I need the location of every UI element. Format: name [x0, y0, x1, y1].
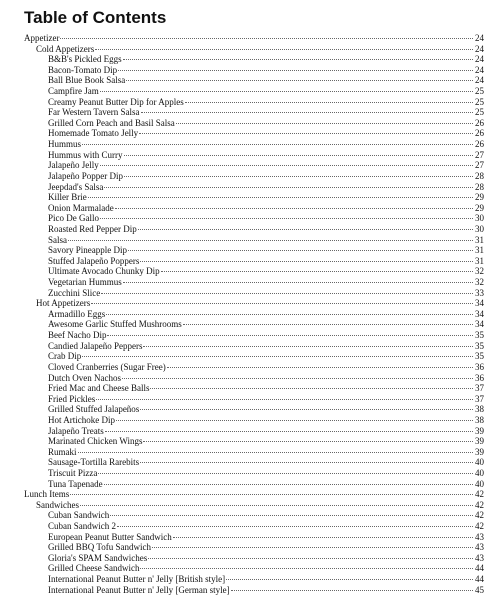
- toc-entry-title: Fried Pickles: [48, 393, 96, 404]
- dot-leader: [124, 176, 473, 177]
- toc-page-number: 29: [475, 202, 484, 213]
- toc-entry[interactable]: [24, 118, 484, 129]
- toc-entry-title: Grilled Stuffed Jalapeños: [48, 404, 140, 415]
- toc-entry[interactable]: [24, 532, 484, 543]
- toc-entry[interactable]: [24, 54, 484, 65]
- dot-leader: [117, 526, 473, 527]
- dot-leader: [140, 409, 473, 410]
- toc-entry[interactable]: [24, 542, 484, 553]
- toc-entry-title: Pico De Gallo: [48, 213, 99, 224]
- toc-entry[interactable]: [24, 319, 484, 330]
- toc-page-number: 36: [475, 372, 484, 383]
- toc-subsection[interactable]: [24, 500, 484, 511]
- dot-leader: [231, 590, 473, 591]
- toc-entry-title: Hummus with Curry: [48, 149, 123, 160]
- dot-leader: [226, 579, 473, 580]
- toc-entry-title: International Peanut Butter n' Jelly [British style]: [48, 574, 226, 585]
- toc-entry[interactable]: [24, 341, 484, 352]
- toc-page-number: 26: [475, 117, 484, 128]
- toc-page-number: 24: [475, 43, 484, 54]
- toc-entry[interactable]: [24, 160, 484, 171]
- toc-entry-title: Gloria's SPAM Sandwiches: [48, 552, 148, 563]
- toc-entry[interactable]: [24, 351, 484, 362]
- toc-page-number: 42: [475, 510, 484, 521]
- toc-entry-title: Awesome Garlic Stuffed Mushrooms: [48, 319, 182, 330]
- toc-entry[interactable]: [24, 224, 484, 235]
- toc-entry-title: Ultimate Avocado Chunky Dip: [48, 266, 160, 277]
- toc-page-number: 26: [475, 128, 484, 139]
- toc-page-number: 43: [475, 531, 484, 542]
- toc-entry-title: Lunch Items: [24, 489, 70, 500]
- dot-leader: [110, 515, 473, 516]
- toc-entry-title: Marinated Chicken Wings: [48, 436, 143, 447]
- toc-section[interactable]: [24, 489, 484, 500]
- dot-leader: [143, 346, 473, 347]
- toc-entry[interactable]: [24, 182, 484, 193]
- dot-leader: [70, 494, 473, 495]
- toc-entry[interactable]: [24, 75, 484, 86]
- toc-entry[interactable]: [24, 86, 484, 97]
- toc-entry[interactable]: [24, 65, 484, 76]
- table-of-contents: [24, 33, 484, 595]
- dot-leader: [100, 165, 473, 166]
- dot-leader: [101, 293, 473, 294]
- toc-subsection[interactable]: [24, 44, 484, 55]
- toc-entry-title: Fried Mac and Cheese Balls: [48, 383, 150, 394]
- toc-page-number: 24: [475, 54, 484, 65]
- toc-page-number: 30: [475, 213, 484, 224]
- toc-page-number: 35: [475, 330, 484, 341]
- toc-entry-title: Appetizer: [24, 33, 60, 43]
- toc-page-number: 40: [475, 457, 484, 468]
- toc-page-number: 35: [475, 351, 484, 362]
- dot-leader: [82, 144, 473, 145]
- toc-page-number: 24: [475, 75, 484, 86]
- toc-entry-title: Beef Nacho Dip: [48, 330, 107, 341]
- toc-entry[interactable]: [24, 457, 484, 468]
- dot-leader: [107, 335, 473, 336]
- toc-entry[interactable]: [24, 330, 484, 341]
- toc-entry-title: Cloved Cranberries (Sugar Free): [48, 361, 166, 372]
- toc-page-number: 31: [475, 255, 484, 266]
- dot-leader: [123, 282, 473, 283]
- toc-entry[interactable]: [24, 235, 484, 246]
- dot-leader: [148, 558, 473, 559]
- toc-page-number: 24: [475, 33, 484, 43]
- dot-leader: [95, 49, 473, 50]
- toc-entry-title: Savory Pineapple Dip: [48, 245, 127, 256]
- toc-entry[interactable]: [24, 213, 484, 224]
- toc-page-number: 36: [475, 361, 484, 372]
- toc-entry[interactable]: [24, 128, 484, 139]
- toc-page-number: 34: [475, 319, 484, 330]
- toc-entry-title: Far Western Tavern Salsa: [48, 107, 140, 118]
- dot-leader: [104, 187, 473, 188]
- toc-entry-title: Stuffed Jalapeño Poppers: [48, 255, 140, 266]
- toc-entry[interactable]: [24, 245, 484, 256]
- toc-entry[interactable]: [24, 139, 484, 150]
- dot-leader: [105, 431, 473, 432]
- toc-page-number: 39: [475, 425, 484, 436]
- toc-page-number: 26: [475, 139, 484, 150]
- toc-entry-title: Homemade Tomato Jelly: [48, 128, 139, 139]
- dot-leader: [152, 547, 473, 548]
- toc-page-number: 34: [475, 298, 484, 309]
- dot-leader: [82, 356, 473, 357]
- toc-page-number: 42: [475, 521, 484, 532]
- toc-entry-title: Cuban Sandwich 2: [48, 521, 116, 532]
- toc-page-number: 28: [475, 170, 484, 181]
- toc-entry-title: Jalapeño Treats: [48, 425, 104, 436]
- dot-leader: [167, 367, 473, 368]
- dot-leader: [106, 314, 473, 315]
- toc-entry[interactable]: [24, 203, 484, 214]
- toc-entry[interactable]: [24, 107, 484, 118]
- toc-entry[interactable]: [24, 394, 484, 405]
- dot-leader: [138, 229, 473, 230]
- toc-entry-title: Onion Marmalade: [48, 202, 114, 213]
- dot-leader: [118, 70, 473, 71]
- dot-leader: [143, 441, 473, 442]
- dot-leader: [140, 568, 473, 569]
- toc-page-number: 32: [475, 277, 484, 288]
- dot-leader: [176, 123, 473, 124]
- toc-entry[interactable]: [24, 426, 484, 437]
- dot-leader: [98, 473, 473, 474]
- toc-entry[interactable]: [24, 171, 484, 182]
- toc-entry-title: Sandwiches: [36, 499, 79, 510]
- toc-page-number: 25: [475, 107, 484, 118]
- toc-page-number: 42: [475, 499, 484, 510]
- toc-entry-title: Armadillo Eggs: [48, 308, 106, 319]
- dot-leader: [88, 197, 473, 198]
- toc-page-number: 39: [475, 436, 484, 447]
- toc-entry-title: Hot Artichoke Dip: [48, 414, 115, 425]
- dot-leader: [122, 378, 473, 379]
- dot-leader: [96, 399, 473, 400]
- toc-page-number: 42: [475, 489, 484, 500]
- toc-entry[interactable]: [24, 563, 484, 574]
- toc-section[interactable]: [24, 33, 484, 44]
- toc-entry-title: Crab Dip: [48, 351, 82, 362]
- toc-page-number: 43: [475, 542, 484, 553]
- dot-leader: [161, 271, 473, 272]
- toc-page-number: 29: [475, 192, 484, 203]
- toc-page-number: 40: [475, 478, 484, 489]
- toc-entry[interactable]: [24, 510, 484, 521]
- toc-entry[interactable]: [24, 373, 484, 384]
- toc-entry[interactable]: [24, 277, 484, 288]
- toc-page-number: 28: [475, 181, 484, 192]
- toc-entry[interactable]: [24, 97, 484, 108]
- dot-leader: [140, 261, 473, 262]
- toc-entry[interactable]: [24, 192, 484, 203]
- toc-entry-title: Jalapeño Popper Dip: [48, 170, 123, 181]
- toc-page-number: 39: [475, 446, 484, 457]
- toc-page-number: 35: [475, 340, 484, 351]
- toc-entry-title: Ball Blue Book Salsa: [48, 75, 126, 86]
- toc-entry[interactable]: [24, 256, 484, 267]
- toc-page-number: 25: [475, 86, 484, 97]
- dot-leader: [140, 462, 473, 463]
- toc-entry[interactable]: [24, 383, 484, 394]
- toc-entry[interactable]: [24, 415, 484, 426]
- dot-leader: [104, 484, 473, 485]
- toc-page-number: 37: [475, 383, 484, 394]
- dot-leader: [91, 303, 473, 304]
- toc-entry-title: Creamy Peanut Butter Dip for Apples: [48, 96, 184, 107]
- toc-entry[interactable]: [24, 288, 484, 299]
- toc-entry[interactable]: [24, 404, 484, 415]
- dot-leader: [116, 420, 473, 421]
- toc-entry-title: Salsa: [48, 234, 67, 245]
- dot-leader: [123, 59, 473, 60]
- dot-leader: [100, 91, 473, 92]
- toc-page-number: 30: [475, 223, 484, 234]
- toc-entry-title: Cold Appetizers: [36, 43, 95, 54]
- dot-leader: [124, 155, 473, 156]
- toc-entry[interactable]: [24, 521, 484, 532]
- toc-entry-title: Vegetarian Hummus: [48, 277, 122, 288]
- toc-page-number: 34: [475, 308, 484, 319]
- toc-entry[interactable]: [24, 150, 484, 161]
- toc-entry-title: Jalapeño Jelly: [48, 160, 99, 171]
- toc-page-number: 33: [475, 287, 484, 298]
- toc-entry-title: Grilled BBQ Tofu Sandwich: [48, 542, 151, 553]
- toc-entry[interactable]: [24, 553, 484, 564]
- toc-page-number: 32: [475, 266, 484, 277]
- toc-entry-title: Hummus: [48, 139, 82, 150]
- toc-entry[interactable]: [24, 362, 484, 373]
- toc-entry[interactable]: [24, 479, 484, 490]
- dot-leader: [183, 324, 473, 325]
- toc-entry[interactable]: [24, 436, 484, 447]
- toc-entry[interactable]: [24, 585, 484, 596]
- toc-entry-title: European Peanut Butter Sandwich: [48, 531, 172, 542]
- toc-entry-title: Campfire Jam: [48, 86, 99, 97]
- toc-page-number: 43: [475, 552, 484, 563]
- toc-entry-title: Zucchini Slice: [48, 287, 101, 298]
- dot-leader: [100, 218, 473, 219]
- toc-entry-title: Grilled Cheese Sandwich: [48, 563, 140, 574]
- dot-leader: [78, 452, 474, 453]
- toc-entry-title: Grilled Corn Peach and Basil Salsa: [48, 117, 175, 128]
- toc-entry-title: Tuna Tapenade: [48, 478, 103, 489]
- toc-entry-title: Dutch Oven Nachos: [48, 372, 121, 383]
- toc-page-number: 45: [475, 584, 484, 595]
- toc-entry-title: Killer Brie: [48, 192, 87, 203]
- toc-page-number: 27: [475, 160, 484, 171]
- toc-page-number: 31: [475, 245, 484, 256]
- toc-entry-title: Candied Jalapeño Peppers: [48, 340, 143, 351]
- toc-page-number: 44: [475, 563, 484, 574]
- toc-page-number: 25: [475, 96, 484, 107]
- toc-entry[interactable]: [24, 468, 484, 479]
- toc-page-number: 31: [475, 234, 484, 245]
- toc-entry[interactable]: [24, 266, 484, 277]
- toc-subsection[interactable]: [24, 298, 484, 309]
- toc-entry[interactable]: [24, 447, 484, 458]
- toc-entry-title: International Peanut Butter n' Jelly [German style]: [48, 584, 230, 595]
- toc-entry-title: Roasted Red Pepper Dip: [48, 223, 137, 234]
- toc-entry-title: Hot Appetizers: [36, 298, 91, 309]
- toc-entry-title: Cuban Sandwich: [48, 510, 110, 521]
- toc-page-number: 38: [475, 414, 484, 425]
- toc-entry[interactable]: [24, 574, 484, 585]
- dot-leader: [139, 133, 473, 134]
- dot-leader: [115, 208, 473, 209]
- toc-entry-title: Rumaki: [48, 446, 77, 457]
- toc-entry-title: B&B's Pickled Eggs: [48, 54, 122, 65]
- dot-leader: [60, 38, 473, 39]
- toc-page-number: 44: [475, 574, 484, 585]
- dot-leader: [185, 102, 473, 103]
- toc-entry-title: Bacon-Tomato Dip: [48, 64, 118, 75]
- toc-page-number: 37: [475, 393, 484, 404]
- toc-entry-title: Sausage-Tortilla Rarebits: [48, 457, 140, 468]
- toc-page-number: 40: [475, 467, 484, 478]
- dot-leader: [80, 505, 473, 506]
- page-title: Table of Contents: [24, 8, 167, 27]
- dot-leader: [173, 537, 473, 538]
- dot-leader: [141, 112, 473, 113]
- dot-leader: [150, 388, 473, 389]
- dot-leader: [68, 240, 473, 241]
- toc-entry[interactable]: [24, 309, 484, 320]
- toc-entry-title: Jeepdad's Salsa: [48, 181, 104, 192]
- toc-page-number: 27: [475, 149, 484, 160]
- toc-entry-title: Triscuit Pizza: [48, 467, 98, 478]
- toc-page-number: 24: [475, 64, 484, 75]
- dot-leader: [126, 80, 473, 81]
- dot-leader: [128, 250, 473, 251]
- toc-page-number: 38: [475, 404, 484, 415]
